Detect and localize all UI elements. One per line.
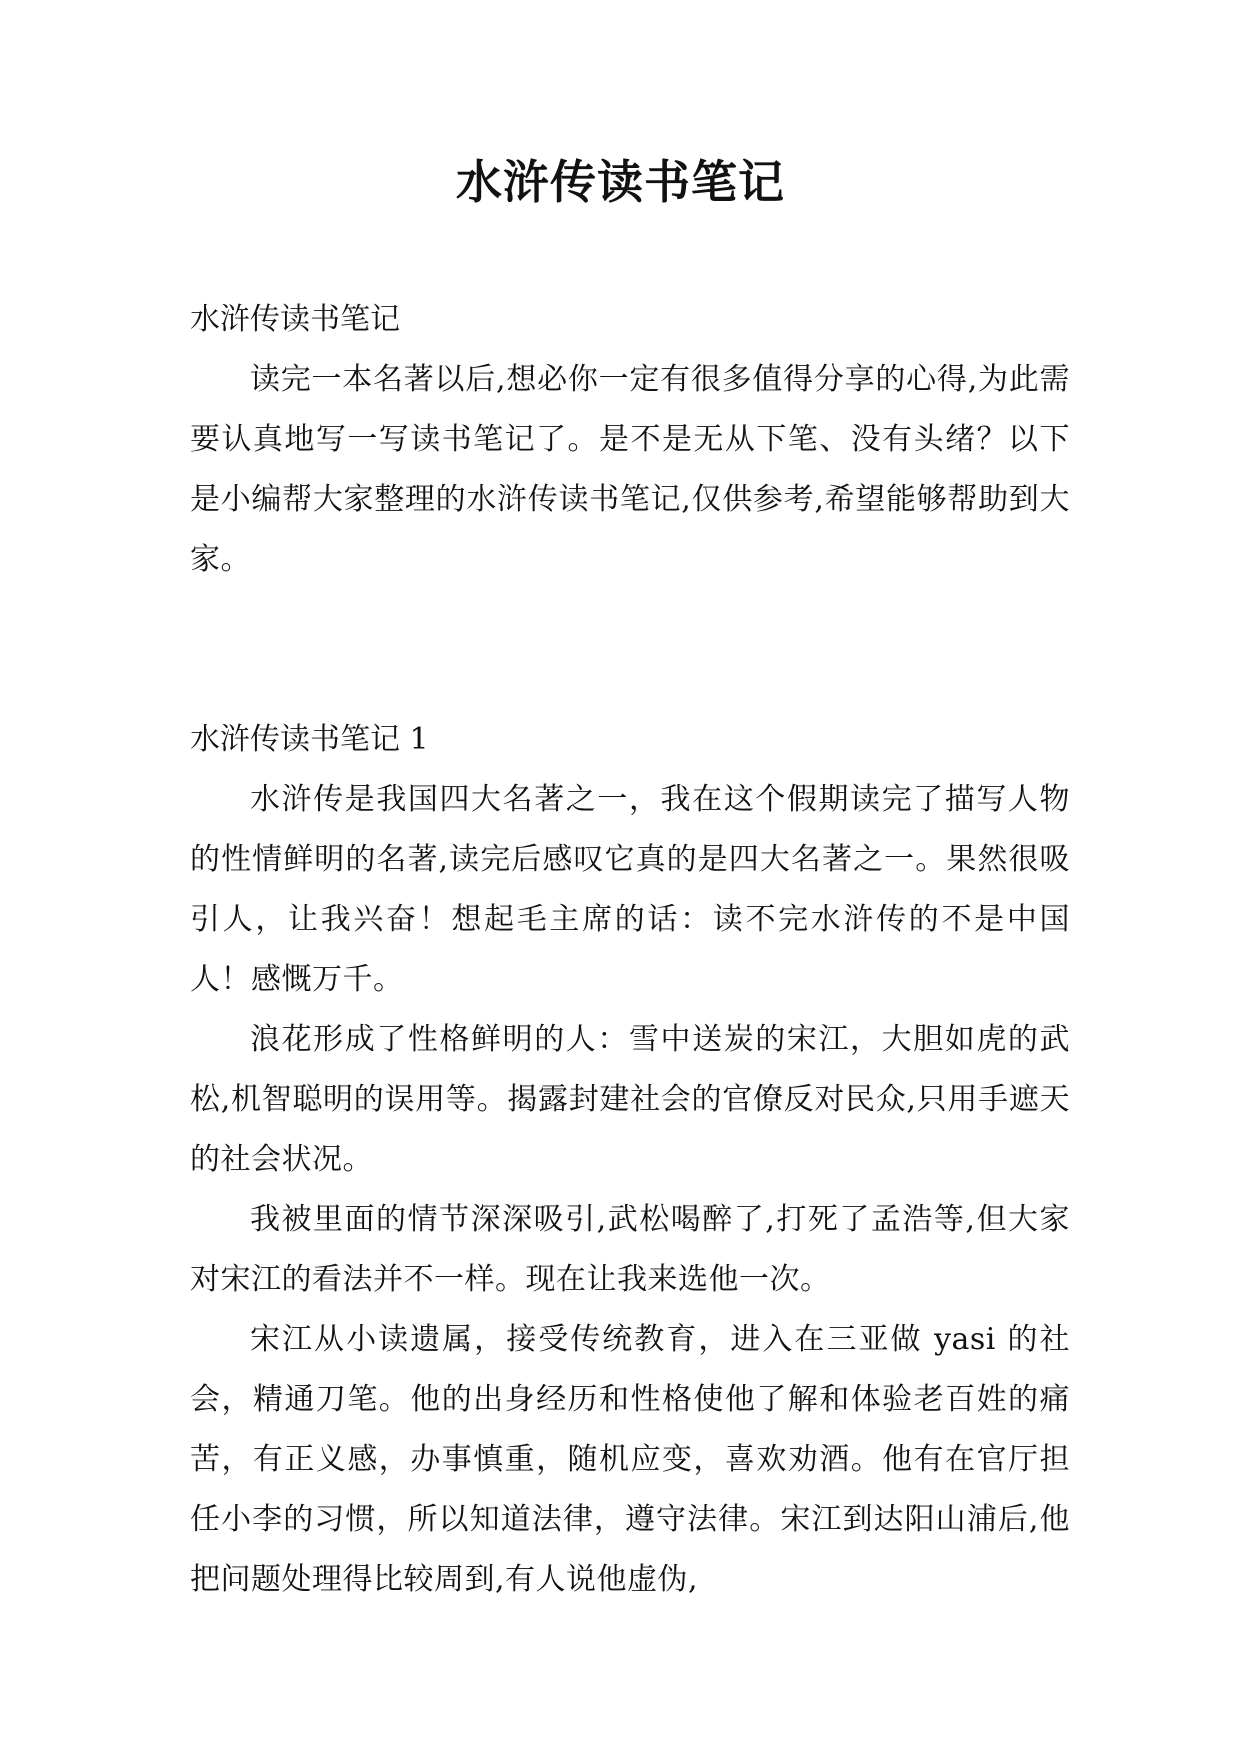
section1-paragraph-2: 浪花形成了性格鲜明的人：雪中送炭的宋江，大胆如虎的武松,机智聪明的误用等。揭露封建社会的官僚反对民众,只用手遮天的社会状况。 [190, 1022, 1070, 1177]
intro-heading: 水浒传读书笔记 [190, 302, 400, 337]
section1-paragraph-1: 水浒传是我国四大名著之一，我在这个假期读完了描写人物的性情鲜明的名著,读完后感叹它真的是四大名著之一。果然很吸引人，让我兴奋！想起毛主席的话：读不完水浒传的不是中国人！感慨万千。 [190, 782, 1070, 997]
intro-paragraph: 读完一本名著以后,想必你一定有很多值得分享的心得,为此需要认真地写一写读书笔记了。是不是无从下笔、没有头绪？以下是小编帮大家整理的水浒传读书笔记,仅供参考,希望能够帮助到大家。 [190, 362, 1070, 577]
document-body [190, 290, 1070, 1610]
section1-paragraph-3: 我被里面的情节深深吸引,武松喝醉了,打死了孟浩等,但大家对宋江的看法并不一样。现在让我来选他一次。 [190, 1202, 1070, 1297]
section-spacer [190, 590, 1070, 710]
section1-paragraph-4: 宋江从小读遗属，接受传统教育，进入在三亚做 yasi 的社会，精通刀笔。他的出身经历和性格使他了解和体验老百姓的痛苦，有正义感，办事慎重，随机应变，喜欢劝酒。他有在官厅担任小李的习惯，所以知道法律，遵守法律。宋江到达阳山浦后,他把问题处理得比较周到,有人说他虚伪, [190, 1322, 1070, 1597]
section1-heading: 水浒传读书笔记 1 [190, 722, 429, 757]
document-title: 水浒传读书笔记 [456, 155, 785, 209]
